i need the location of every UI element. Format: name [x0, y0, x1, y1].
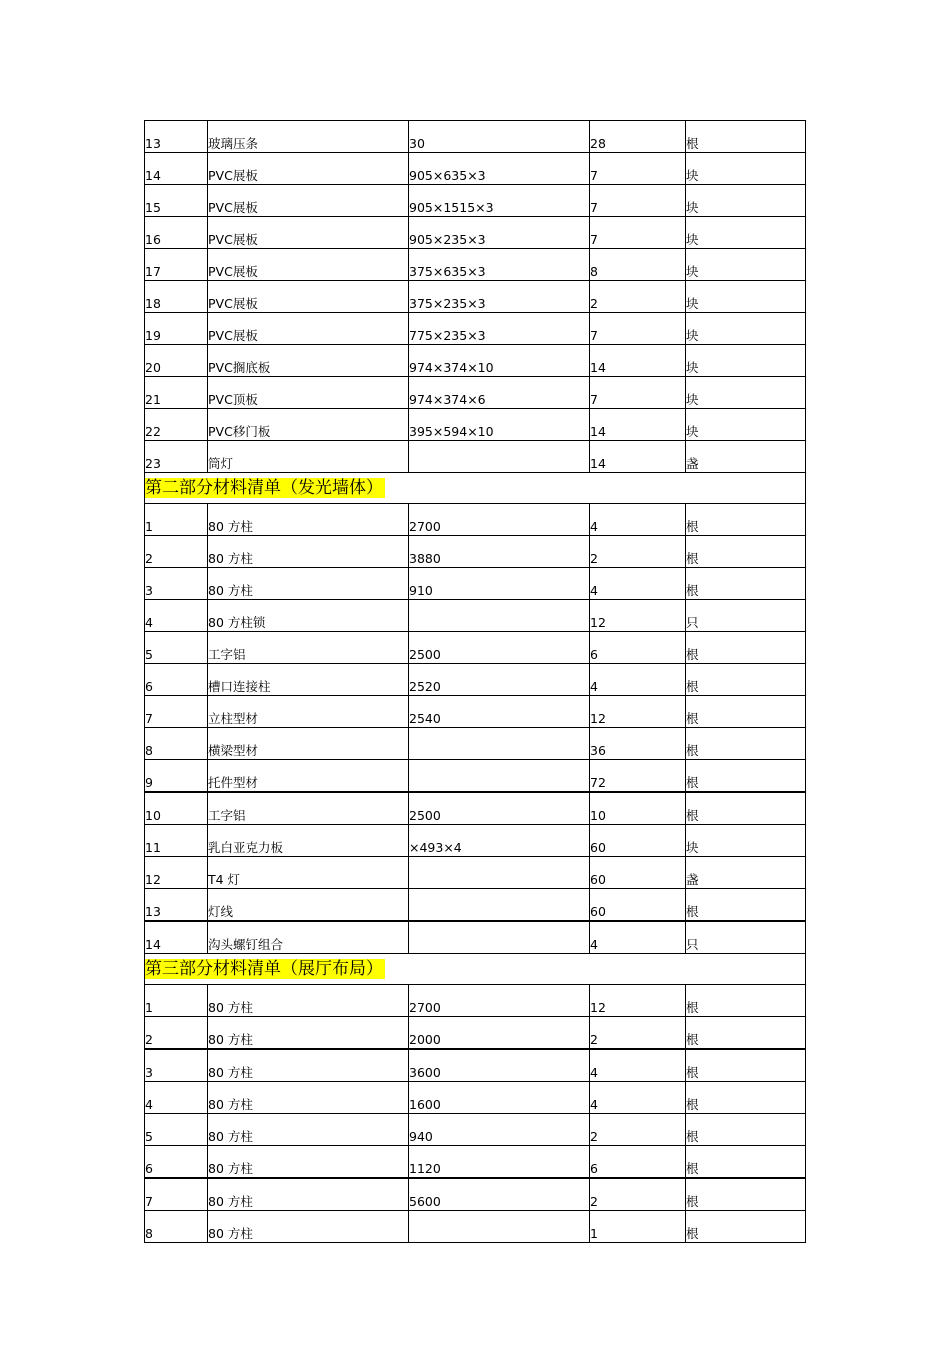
cell-name: PVC展板 — [208, 281, 409, 313]
cell-unit: 根 — [686, 664, 806, 696]
cell-qty: 28 — [590, 121, 686, 153]
cell-name: 工字铝 — [208, 632, 409, 664]
table-row — [145, 504, 806, 536]
cell-unit: 根 — [686, 889, 806, 922]
cell-unit: 块 — [686, 313, 806, 345]
cell-unit: 根 — [686, 985, 806, 1017]
table-row — [145, 377, 806, 409]
cell-spec: 3600 — [409, 1049, 590, 1082]
cell-no: 23 — [145, 441, 208, 473]
table-row — [145, 568, 806, 600]
table-row — [145, 185, 806, 217]
table-row — [145, 728, 806, 760]
cell-name: PVC展板 — [208, 153, 409, 185]
cell-name: PVC展板 — [208, 249, 409, 281]
table-row — [145, 921, 806, 954]
cell-qty: 4 — [590, 664, 686, 696]
cell-unit: 根 — [686, 536, 806, 568]
cell-name: PVC展板 — [208, 313, 409, 345]
cell-no: 20 — [145, 345, 208, 377]
cell-spec: 1120 — [409, 1146, 590, 1179]
cell-no: 1 — [145, 985, 208, 1017]
cell-no: 18 — [145, 281, 208, 313]
cell-no: 14 — [145, 153, 208, 185]
cell-qty: 8 — [590, 249, 686, 281]
cell-qty: 14 — [590, 409, 686, 441]
cell-name: 80 方柱 — [208, 1082, 409, 1114]
cell-unit: 块 — [686, 217, 806, 249]
cell-unit: 块 — [686, 825, 806, 857]
cell-unit: 盏 — [686, 441, 806, 473]
cell-unit: 根 — [686, 1146, 806, 1179]
cell-no: 8 — [145, 1211, 208, 1243]
cell-spec — [409, 600, 590, 632]
cell-unit: 根 — [686, 1211, 806, 1243]
cell-name: T4 灯 — [208, 857, 409, 889]
materials-table — [144, 120, 806, 1243]
cell-unit: 根 — [686, 1114, 806, 1146]
cell-name: 80 方柱 — [208, 1017, 409, 1050]
table-row — [145, 1178, 806, 1211]
cell-no: 22 — [145, 409, 208, 441]
section-title-cell — [145, 954, 806, 985]
cell-qty: 6 — [590, 632, 686, 664]
table-row — [145, 217, 806, 249]
cell-unit: 块 — [686, 153, 806, 185]
cell-unit: 根 — [686, 1017, 806, 1050]
cell-name: 80 方柱 — [208, 985, 409, 1017]
table-row — [145, 441, 806, 473]
cell-spec: 2000 — [409, 1017, 590, 1050]
cell-name: 80 方柱 — [208, 536, 409, 568]
cell-spec: 905×235×3 — [409, 217, 590, 249]
cell-spec: 2540 — [409, 696, 590, 728]
cell-spec — [409, 1211, 590, 1243]
cell-qty: 7 — [590, 313, 686, 345]
cell-spec — [409, 760, 590, 793]
cell-spec: 1600 — [409, 1082, 590, 1114]
cell-name: 80 方柱 — [208, 504, 409, 536]
cell-name: 乳白亚克力板 — [208, 825, 409, 857]
cell-qty: 4 — [590, 504, 686, 536]
cell-spec — [409, 728, 590, 760]
cell-qty: 10 — [590, 792, 686, 825]
cell-qty: 2 — [590, 281, 686, 313]
cell-qty: 2 — [590, 1178, 686, 1211]
cell-no: 4 — [145, 600, 208, 632]
cell-qty: 7 — [590, 185, 686, 217]
cell-name: 筒灯 — [208, 441, 409, 473]
cell-name: 80 方柱 — [208, 1211, 409, 1243]
cell-spec: 5600 — [409, 1178, 590, 1211]
cell-unit: 只 — [686, 600, 806, 632]
table-row — [145, 696, 806, 728]
cell-spec: 2700 — [409, 985, 590, 1017]
cell-spec: 375×235×3 — [409, 281, 590, 313]
cell-qty: 36 — [590, 728, 686, 760]
cell-spec: 974×374×6 — [409, 377, 590, 409]
cell-unit: 块 — [686, 345, 806, 377]
table-row — [145, 600, 806, 632]
cell-spec — [409, 441, 590, 473]
section-header-row — [145, 954, 806, 985]
cell-spec — [409, 889, 590, 922]
table-row — [145, 825, 806, 857]
cell-spec: 940 — [409, 1114, 590, 1146]
cell-qty: 6 — [590, 1146, 686, 1179]
table-row — [145, 1211, 806, 1243]
cell-name: 槽口连接柱 — [208, 664, 409, 696]
cell-name: PVC展板 — [208, 217, 409, 249]
cell-spec: 905×1515×3 — [409, 185, 590, 217]
materials-table-body — [145, 121, 806, 1243]
cell-no: 3 — [145, 568, 208, 600]
cell-unit: 根 — [686, 1049, 806, 1082]
cell-name: 80 方柱 — [208, 1178, 409, 1211]
cell-qty: 7 — [590, 377, 686, 409]
cell-qty: 2 — [590, 1017, 686, 1050]
table-row — [145, 409, 806, 441]
cell-spec — [409, 921, 590, 954]
table-row — [145, 985, 806, 1017]
cell-spec — [409, 857, 590, 889]
cell-qty: 14 — [590, 345, 686, 377]
cell-name: 80 方柱锁 — [208, 600, 409, 632]
cell-unit: 根 — [686, 504, 806, 536]
cell-no: 14 — [145, 921, 208, 954]
cell-unit: 根 — [686, 792, 806, 825]
table-row — [145, 1146, 806, 1179]
section-title: 第二部分材料清单（发光墙体） — [145, 478, 383, 498]
cell-name: 沟头螺钉组合 — [208, 921, 409, 954]
cell-unit: 根 — [686, 728, 806, 760]
cell-qty: 4 — [590, 568, 686, 600]
cell-spec: 2700 — [409, 504, 590, 536]
section-title-cell — [145, 473, 806, 504]
cell-no: 6 — [145, 1146, 208, 1179]
cell-qty: 72 — [590, 760, 686, 793]
cell-spec: 910 — [409, 568, 590, 600]
cell-no: 19 — [145, 313, 208, 345]
table-row — [145, 313, 806, 345]
cell-no: 21 — [145, 377, 208, 409]
cell-no: 15 — [145, 185, 208, 217]
cell-spec: 775×235×3 — [409, 313, 590, 345]
cell-spec: 395×594×10 — [409, 409, 590, 441]
cell-no: 5 — [145, 632, 208, 664]
cell-name: 80 方柱 — [208, 1146, 409, 1179]
cell-unit: 块 — [686, 185, 806, 217]
cell-spec: 2500 — [409, 792, 590, 825]
table-row — [145, 1114, 806, 1146]
table-row — [145, 792, 806, 825]
cell-no: 3 — [145, 1049, 208, 1082]
cell-no: 9 — [145, 760, 208, 793]
cell-no: 11 — [145, 825, 208, 857]
section-title: 第三部分材料清单（展厅布局） — [145, 959, 383, 979]
cell-unit: 块 — [686, 281, 806, 313]
cell-no: 2 — [145, 1017, 208, 1050]
table-row — [145, 153, 806, 185]
cell-no: 17 — [145, 249, 208, 281]
cell-name: 80 方柱 — [208, 1114, 409, 1146]
cell-name: 托件型材 — [208, 760, 409, 793]
cell-spec: ×493×4 — [409, 825, 590, 857]
cell-unit: 块 — [686, 249, 806, 281]
cell-unit: 根 — [686, 121, 806, 153]
cell-unit: 根 — [686, 1082, 806, 1114]
cell-no: 7 — [145, 696, 208, 728]
cell-qty: 2 — [590, 536, 686, 568]
cell-spec: 375×635×3 — [409, 249, 590, 281]
table-row — [145, 1049, 806, 1082]
cell-no: 6 — [145, 664, 208, 696]
table-row — [145, 857, 806, 889]
cell-name: PVC顶板 — [208, 377, 409, 409]
cell-unit: 根 — [686, 760, 806, 793]
cell-qty: 4 — [590, 921, 686, 954]
cell-no: 5 — [145, 1114, 208, 1146]
cell-no: 8 — [145, 728, 208, 760]
cell-name: PVC移门板 — [208, 409, 409, 441]
cell-name: 工字铝 — [208, 792, 409, 825]
table-row — [145, 889, 806, 922]
table-row — [145, 281, 806, 313]
table-row — [145, 664, 806, 696]
cell-unit: 根 — [686, 696, 806, 728]
cell-qty: 60 — [590, 825, 686, 857]
cell-name: PVC搁底板 — [208, 345, 409, 377]
table-row — [145, 1017, 806, 1050]
cell-qty: 12 — [590, 696, 686, 728]
cell-qty: 2 — [590, 1114, 686, 1146]
cell-no: 16 — [145, 217, 208, 249]
cell-spec: 974×374×10 — [409, 345, 590, 377]
cell-no: 12 — [145, 857, 208, 889]
section-header-row — [145, 473, 806, 504]
cell-spec: 2500 — [409, 632, 590, 664]
cell-unit: 根 — [686, 568, 806, 600]
cell-name: 玻璃压条 — [208, 121, 409, 153]
table-row — [145, 760, 806, 793]
cell-no: 7 — [145, 1178, 208, 1211]
cell-no: 10 — [145, 792, 208, 825]
cell-qty: 60 — [590, 857, 686, 889]
cell-qty: 1 — [590, 1211, 686, 1243]
table-row — [145, 121, 806, 153]
cell-unit: 根 — [686, 632, 806, 664]
cell-no: 1 — [145, 504, 208, 536]
cell-unit: 块 — [686, 377, 806, 409]
cell-spec: 905×635×3 — [409, 153, 590, 185]
cell-qty: 14 — [590, 441, 686, 473]
cell-name: 80 方柱 — [208, 568, 409, 600]
cell-spec: 2520 — [409, 664, 590, 696]
cell-unit: 块 — [686, 409, 806, 441]
table-row — [145, 536, 806, 568]
cell-qty: 4 — [590, 1082, 686, 1114]
table-row — [145, 632, 806, 664]
cell-qty: 12 — [590, 600, 686, 632]
cell-spec: 3880 — [409, 536, 590, 568]
cell-unit: 只 — [686, 921, 806, 954]
cell-spec: 30 — [409, 121, 590, 153]
cell-unit: 根 — [686, 1178, 806, 1211]
cell-name: 80 方柱 — [208, 1049, 409, 1082]
cell-qty: 7 — [590, 217, 686, 249]
cell-qty: 4 — [590, 1049, 686, 1082]
cell-qty: 7 — [590, 153, 686, 185]
cell-name: 立柱型材 — [208, 696, 409, 728]
cell-no: 4 — [145, 1082, 208, 1114]
cell-unit: 盏 — [686, 857, 806, 889]
table-row — [145, 249, 806, 281]
cell-name: 灯线 — [208, 889, 409, 922]
cell-no: 13 — [145, 889, 208, 922]
cell-qty: 12 — [590, 985, 686, 1017]
table-row — [145, 1082, 806, 1114]
table-row — [145, 345, 806, 377]
cell-name: PVC展板 — [208, 185, 409, 217]
cell-no: 2 — [145, 536, 208, 568]
cell-qty: 60 — [590, 889, 686, 922]
cell-no: 13 — [145, 121, 208, 153]
cell-name: 横梁型材 — [208, 728, 409, 760]
